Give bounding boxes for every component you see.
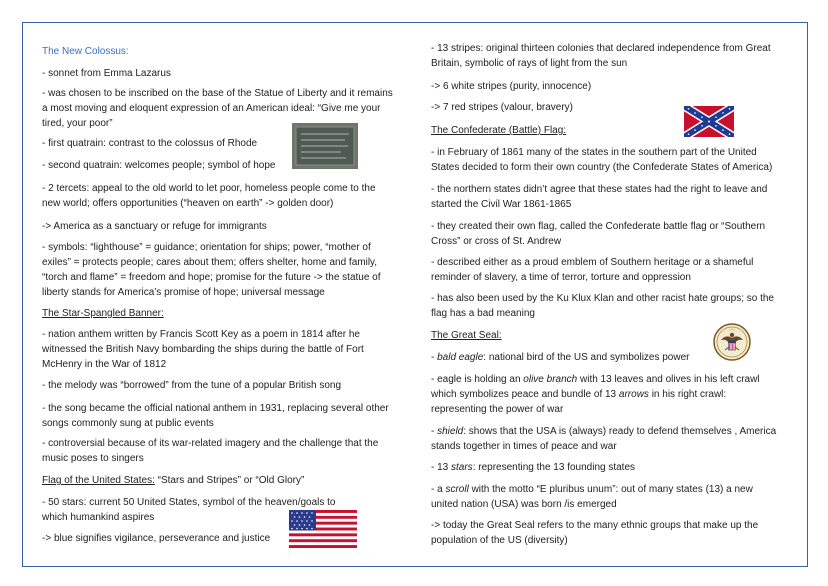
confed-line-1: - in February of 1861 many of the states in the southern part of the United States decided to form their own country (the Confederate States of America) — [431, 147, 773, 173]
seal-scroll-a: - a — [431, 484, 446, 495]
banner-line-4: - controversial because of its war-related imagery and the challenge that the music poses to singers — [42, 438, 379, 464]
us-flag-heading-rest: “Stars and Stripes” or “Old Glory” — [154, 475, 305, 486]
us-flag-image — [289, 510, 357, 548]
seal-line-olive — [431, 372, 781, 417]
confed-line-2: - the northern states didn’t agree that these states had the right to leave and started the Civil War 1861-1865 — [431, 184, 768, 210]
colossus-line-1: - sonnet from Emma Lazarus — [42, 68, 171, 79]
seal-line-shield: - shield: shows that the USA is (always) ready to defend themselves , America stands together in times of peace and war — [431, 426, 777, 452]
seal-term-olive: olive branch — [523, 374, 578, 385]
confed-line-3: - they created their own flag, called the Confederate battle flag or “Southern Cross” or cross of St. Andrew — [431, 221, 766, 247]
seal-shield-desc: : shows that the USA is (always) ready to defend themselves , America stands together in times of peace and war — [431, 426, 777, 452]
seal-eagle-desc: : national bird of the US and symbolizes power — [483, 352, 690, 363]
colossus-line-6: -> America as a sanctuary or refuge for immigrants — [42, 221, 267, 232]
colossus-line-5: - 2 tercets: appeal to the old world to let poor, homeless people come to the new world; offers opportunities (“heaven on earth” -> golden door) — [42, 183, 376, 209]
colossus-line-2: - was chosen to be inscribed on the base of the Statue of Liberty and it remains a most moving and eloquent expression of an American ideal: “Give me your tired, your poor” — [42, 88, 393, 129]
statue-plaque-image — [292, 123, 358, 169]
heading-great-seal: The Great Seal: — [431, 330, 502, 341]
stripes-line-1: - 13 stripes: original thirteen colonies that declared independence from Great Britain, symbolic of rays of light from the sun — [431, 43, 771, 69]
confed-line-5: - has also been used by the Ku Klux Klan and other racist hate groups; so the flag has a bad meaning — [431, 293, 774, 319]
seal-olive-b: with 13 leaves and olives in his left crawl which symbolizes peace and bundle of 13 — [431, 374, 760, 400]
seal-term-arrows: arrows — [618, 389, 649, 400]
flag-line-2: -> blue signifies vigilance, perseverance and justice — [42, 533, 271, 544]
seal-term-scroll: scroll — [445, 484, 469, 495]
heading-star-spangled-banner: The Star-Spangled Banner: — [42, 308, 164, 319]
seal-line-stars — [431, 460, 781, 475]
seal-stars-a: - 13 — [431, 462, 452, 473]
seal-line-scroll — [431, 482, 781, 512]
seal-term-eagle: bald eagle — [437, 352, 484, 363]
seal-line-today: -> today the Great Seal refers to the many ethnic groups that make up the population of the US (diversity) — [431, 520, 759, 546]
colossus-line-7: - symbols: “lighthouse” = guidance; orientation for ships; power, “mother of exiles” = protects people; cares about them; offers shelter, home and family, “torch and flame” = freedom and hope; promise for the future -> the statue of liberty stands for America’s promise of hope; universal message — [42, 242, 381, 298]
flag-line-1: - 50 stars: current 50 United States, symbol of the heaven/goals to which humankind aspires — [42, 497, 336, 523]
heading-confederate-flag: The Confederate (Battle) Flag: — [431, 125, 567, 136]
stripes-line-3: -> 7 red stripes (valour, bravery) — [431, 102, 573, 113]
banner-line-2: - the melody was “borrowed” from the tune of a popular British song — [42, 380, 342, 391]
heading-new-colossus: The New Colossus: — [42, 46, 129, 57]
seal-olive-a: - eagle is holding an — [431, 374, 524, 385]
heading-us-flag — [42, 473, 394, 488]
banner-line-1: - nation anthem written by Francis Scott Key as a poem in 1814 after he witnessed the British Navy bombarding the ships during the battle of Fort McHenry in the War of 1812 — [42, 329, 364, 370]
confederate-flag-image — [684, 106, 734, 137]
great-seal-image — [713, 323, 751, 361]
seal-scroll-desc: with the motto “E pluribus unum”: out of many states (13) a new united nation (USA) was born /is emerged — [431, 484, 753, 510]
seal-line-eagle: - bald eagle: national bird of the US and symbolizes power — [431, 352, 690, 363]
seal-olive-c: in his right crawl: representing the power of war — [431, 389, 727, 415]
confed-line-4: - described either as a proud emblem of Southern heritage or a shameful reminder of slavery, a time of terror, torture and oppression — [431, 257, 754, 283]
colossus-line-4: - second quatrain: welcomes people; symbol of hope — [42, 160, 276, 171]
seal-term-shield: shield — [437, 426, 464, 437]
seal-stars-desc: : representing the 13 founding states — [472, 462, 636, 473]
seal-term-stars: stars — [451, 462, 473, 473]
banner-line-3: - the song became the official national anthem in 1931, replacing several other songs commonly sung at public events — [42, 403, 389, 429]
colossus-line-3: - first quatrain: contrast to the colossus of Rhode — [42, 138, 258, 149]
stripes-line-2: -> 6 white stripes (purity, innocence) — [431, 81, 592, 92]
us-flag-heading-label: Flag of the United States: — [42, 475, 155, 486]
